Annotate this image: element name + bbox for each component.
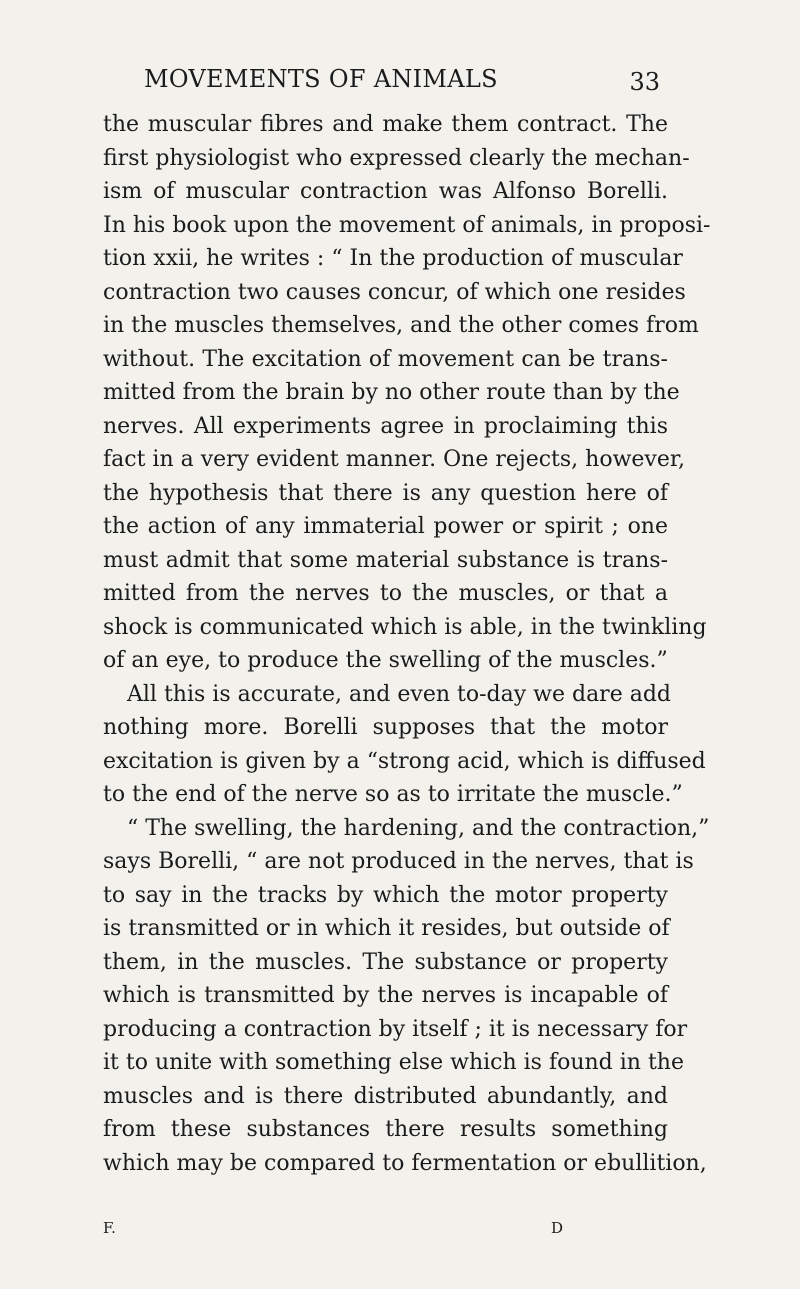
text-line: tion xxii, he writes : “ In the production of muscular xyxy=(103,246,683,271)
text-line: must admit that some material substance is trans- xyxy=(103,547,668,573)
text-line: fact in a very evident manner. One rejects, however, xyxy=(103,447,685,472)
text-line: which is transmitted by the nerves is incapable of xyxy=(103,983,668,1008)
text-line: the action of any immaterial power or spirit ; one xyxy=(103,514,668,539)
text-line: nerves. All experiments agree in proclaiming this xyxy=(103,413,668,439)
text-line: the muscular fibres and make them contract. The xyxy=(103,112,668,137)
text-line: of an eye, to produce the swelling of the muscles.” xyxy=(103,648,668,673)
text-line: In his book upon the movement of animals, in proposi- xyxy=(103,212,711,238)
text-line: them, in the muscles. The substance or property xyxy=(103,949,668,975)
text-line: contraction two causes concur, of which one resides xyxy=(103,279,686,305)
text-line: says Borelli, “ are not produced in the nerves, that is xyxy=(103,849,694,874)
text-line: in the muscles themselves, and the other comes from xyxy=(103,313,699,338)
text-line: producing a contraction by itself ; it is necessary for xyxy=(103,1016,688,1042)
text-line: to the end of the nerve so as to irritate the muscle.” xyxy=(103,782,683,807)
text-line: “ The swelling, the hardening, and the contraction,” xyxy=(127,815,710,841)
text-line: it to unite with something else which is found in the xyxy=(103,1050,684,1075)
signature-mark-left: F. xyxy=(103,1219,116,1237)
text-line: muscles and is there distributed abundantly, and xyxy=(103,1083,668,1109)
text-line: first physiologist who expressed clearly the mechan- xyxy=(103,145,690,171)
signature-mark-right: D xyxy=(551,1219,564,1237)
body-text xyxy=(103,108,711,1238)
text-line: to say in the tracks by which the motor property xyxy=(103,882,668,908)
text-line: shock is communicated which is able, in the twinkling xyxy=(103,614,707,640)
text-line: the hypothesis that there is any question here of xyxy=(103,480,668,506)
text-line: mitted from the nerves to the muscles, or that a xyxy=(103,581,668,606)
text-line: without. The excitation of movement can be trans- xyxy=(103,346,668,372)
text-line: which may be compared to fermentation or ebullition, xyxy=(103,1150,707,1176)
running-head-title: MOVEMENTS OF ANIMALS xyxy=(144,65,498,93)
text-line: ism of muscular contraction was Alfonso Borelli. xyxy=(103,179,668,204)
page-number: 33 xyxy=(629,68,660,96)
text-line: from these substances there results something xyxy=(103,1117,668,1142)
text-line: mitted from the brain by no other route than by the xyxy=(103,380,680,405)
text-line: nothing more. Borelli supposes that the motor xyxy=(103,715,668,740)
text-line: All this is accurate, and even to-day we dare add xyxy=(127,681,671,707)
signature-line xyxy=(103,1214,668,1242)
text-line: excitation is given by a “strong acid, which is diffused xyxy=(103,748,706,774)
text-line: is transmitted or in which it resides, but outside of xyxy=(103,916,670,941)
